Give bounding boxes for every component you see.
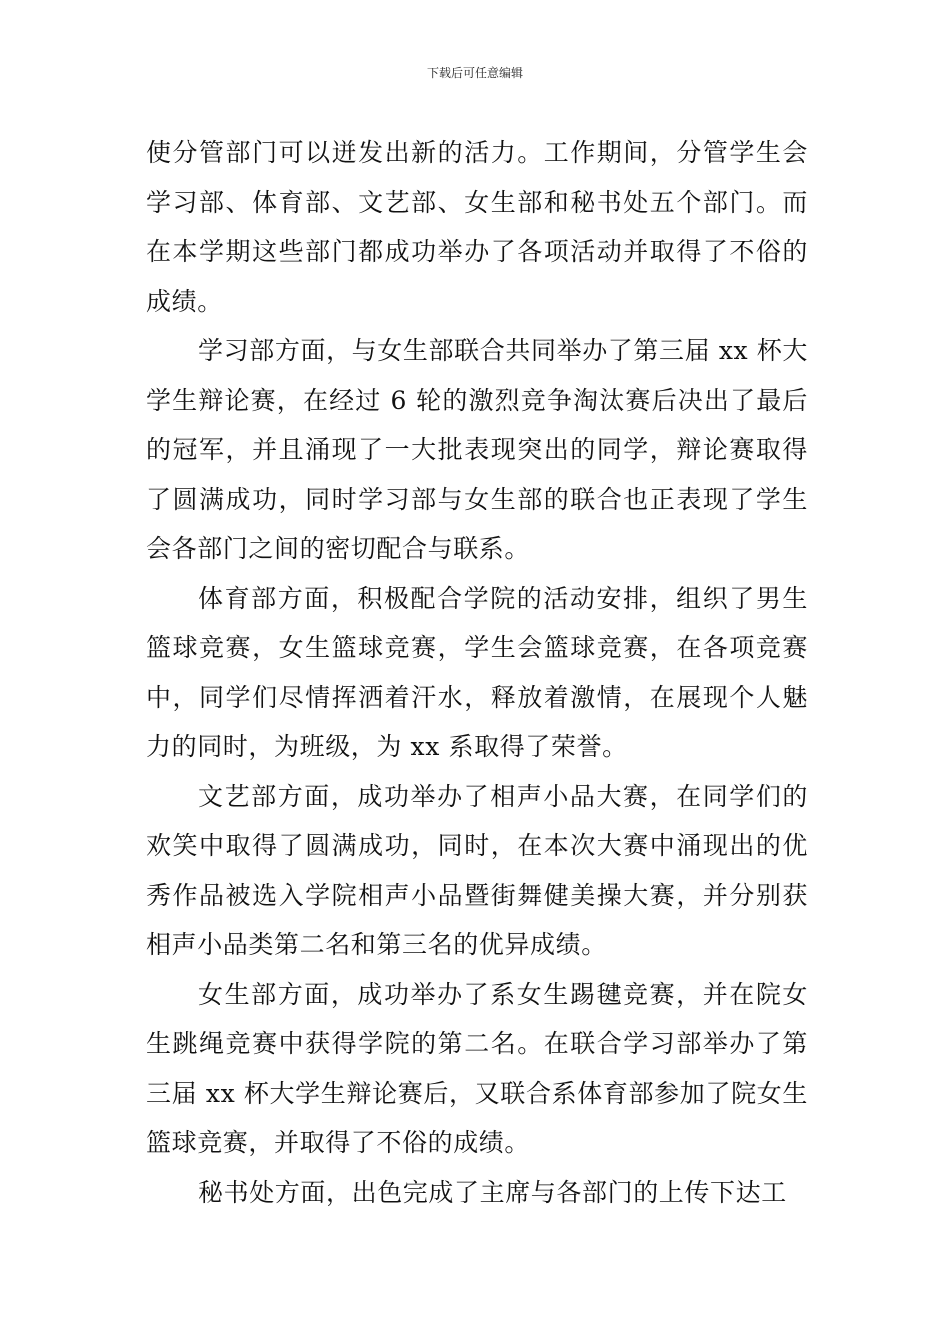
document-body (146, 128, 808, 1217)
paragraph-arts-dept: 文艺部方面，成功举办了相声小品大赛，在同学们的欢笑中取得了圆满成功，同时，在本次大赛中涌现出的优秀作品被选入学院相声小品暨街舞健美操大赛，并分别获相声小品类第二名和第三名的优异成绩。 (146, 781, 808, 959)
paragraph-secretariat: 秘书处方面，出色完成了主席与各部门的上传下达工 (198, 1177, 787, 1207)
paragraph-continuation: 使分管部门可以迸发出新的活力。工作期间，分管学生会学习部、体育部、文艺部、女生部和秘书处五个部门。而在本学期这些部门都成功举办了各项活动并取得了不俗的成绩。 (146, 138, 808, 316)
paragraph-female-dept: 女生部方面，成功举办了系女生踢毽竞赛，并在院女生跳绳竞赛中获得学院的第二名。在联合学习部举办了第三届 xx 杯大学生辩论赛后，又联合系体育部参加了院女生篮球竞赛，并取得了不俗的成绩。 (146, 979, 808, 1157)
page-header: 下载后可任意编辑 (426, 66, 523, 80)
paragraph-sports-dept: 体育部方面，积极配合学院的活动安排，组织了男生篮球竞赛，女生篮球竞赛，学生会篮球竞赛，在各项竞赛中，同学们尽情挥洒着汗水，释放着激情，在展现个人魅力的同时，为班级，为 xx 系取得了荣誉。 (146, 583, 808, 761)
paragraph-study-dept: 学习部方面，与女生部联合共同举办了第三届 xx 杯大学生辩论赛，在经过 6 轮的激烈竞争淘汰赛后决出了最后的冠军，并且涌现了一大批表现突出的同学，辩论赛取得了圆满成功，同时学习部与女生部的联合也正表现了学生会各部门之间的密切配合与联系。 (146, 336, 808, 563)
